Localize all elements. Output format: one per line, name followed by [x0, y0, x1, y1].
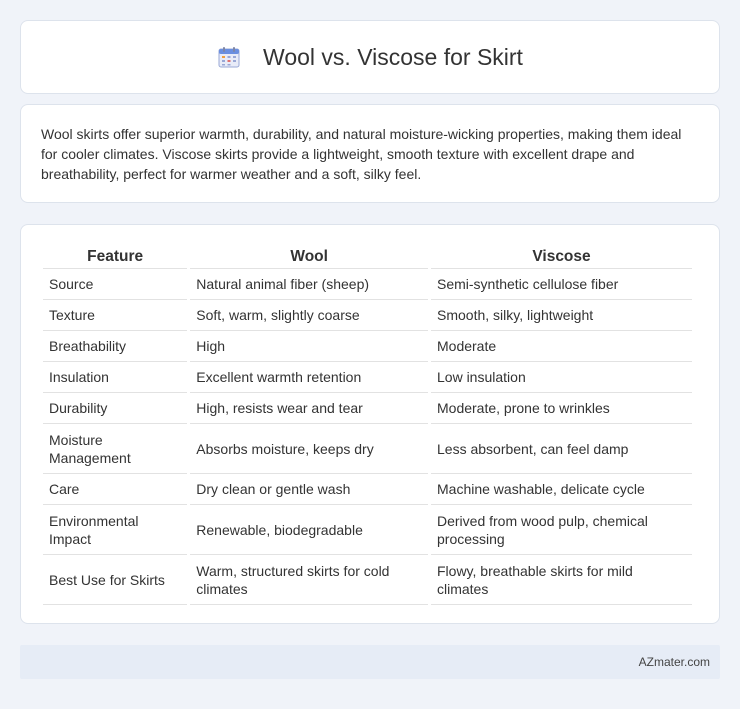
table-row — [43, 362, 692, 393]
viscose-cell: Flowy, breathable skirts for mild climates — [431, 555, 692, 605]
calendar-icon — [217, 45, 241, 69]
table-header-row — [43, 247, 692, 269]
header-card — [20, 20, 720, 94]
wool-cell: Dry clean or gentle wash — [190, 474, 428, 505]
footer-credit: AZmater.com — [638, 655, 710, 669]
table-row — [43, 474, 692, 505]
wool-cell: Natural animal fiber (sheep) — [190, 269, 428, 300]
summary-card — [20, 104, 720, 203]
wool-cell: Absorbs moisture, keeps dry — [190, 424, 428, 474]
page-title: Wool vs. Viscose for Skirt — [263, 43, 523, 70]
feature-cell: Environmental Impact — [43, 505, 187, 555]
table-row — [43, 555, 692, 605]
feature-cell: Source — [43, 269, 187, 300]
header-wool: Wool — [190, 247, 428, 269]
wool-cell: Warm, structured skirts for cold climates — [190, 555, 428, 605]
feature-cell: Texture — [43, 300, 187, 331]
feature-cell: Best Use for Skirts — [43, 555, 187, 605]
wool-cell: High — [190, 331, 428, 362]
feature-cell: Durability — [43, 393, 187, 424]
viscose-cell: Semi-synthetic cellulose fiber — [431, 269, 692, 300]
wool-cell: Renewable, biodegradable — [190, 505, 428, 555]
feature-cell: Breathability — [43, 331, 187, 362]
summary-text: Wool skirts offer superior warmth, durability, and natural moisture-wicking properties, making them ideal for cooler climates. Viscose skirts provide a lightweight, smooth texture with excellent drape and breathability, perfect for warmer weather and a soft, silky feel. — [41, 126, 682, 182]
viscose-cell: Less absorbent, can feel damp — [431, 424, 692, 474]
header-viscose: Viscose — [431, 247, 692, 269]
feature-cell: Insulation — [43, 362, 187, 393]
table-row — [43, 393, 692, 424]
viscose-cell: Moderate, prone to wrinkles — [431, 393, 692, 424]
table-row — [43, 424, 692, 474]
comparison-table — [40, 247, 695, 605]
feature-cell: Care — [43, 474, 187, 505]
comparison-table-card — [20, 224, 720, 624]
header-feature: Feature — [43, 247, 187, 269]
wool-cell: Excellent warmth retention — [190, 362, 428, 393]
wool-cell: Soft, warm, slightly coarse — [190, 300, 428, 331]
table-row — [43, 269, 692, 300]
feature-cell: Moisture Management — [43, 424, 187, 474]
viscose-cell: Derived from wood pulp, chemical processing — [431, 505, 692, 555]
viscose-cell: Moderate — [431, 331, 692, 362]
viscose-cell: Smooth, silky, lightweight — [431, 300, 692, 331]
wool-cell: High, resists wear and tear — [190, 393, 428, 424]
table-row — [43, 331, 692, 362]
footer-bar — [20, 645, 720, 679]
viscose-cell: Low insulation — [431, 362, 692, 393]
table-row — [43, 505, 692, 555]
table-row — [43, 300, 692, 331]
title-wrap — [217, 44, 523, 71]
viscose-cell: Machine washable, delicate cycle — [431, 474, 692, 505]
